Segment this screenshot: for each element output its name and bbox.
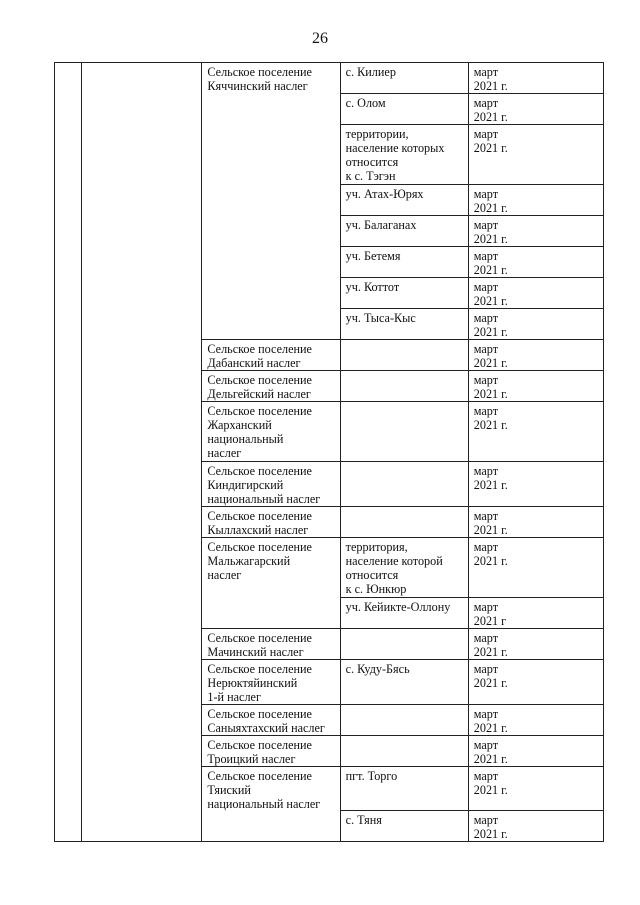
date-cell: [468, 660, 603, 705]
date-cell: [468, 811, 603, 842]
date-cell: [468, 371, 603, 402]
locality-cell: [340, 736, 468, 767]
date-year: 2021 г.: [473, 294, 508, 308]
table-row: [55, 63, 604, 94]
date-month: март: [473, 280, 499, 294]
date-month: март: [473, 707, 499, 721]
locality-cell: уч. Бетемя: [340, 247, 468, 278]
date-month: март: [473, 600, 499, 614]
date-month: март: [473, 464, 499, 478]
date-year: 2021 г.: [473, 232, 508, 246]
date-cell: [468, 598, 603, 629]
date-year: 2021 г.: [473, 79, 508, 93]
locality-cell: с. Тяня: [340, 811, 468, 842]
date-month: март: [473, 96, 499, 110]
locality-cell: с. Куду-Бясь: [340, 660, 468, 705]
date-year: 2021 г.: [473, 752, 508, 766]
locality-cell: [340, 340, 468, 371]
settlements-table: [54, 62, 604, 842]
date-year: 2021 г.: [473, 387, 508, 401]
locality-cell: [340, 629, 468, 660]
locality-cell: уч. Кейикте-Оллону: [340, 598, 468, 629]
locality-cell: [340, 462, 468, 507]
locality-cell: территория, население которой относится к с. Юнкюр: [340, 538, 468, 598]
settlement-cell: Сельское поселение Мальжагарский наслег: [202, 538, 340, 629]
date-cell: [468, 462, 603, 507]
locality-cell: [340, 507, 468, 538]
date-month: март: [473, 249, 499, 263]
locality-cell: [340, 371, 468, 402]
settlement-cell: Сельское поселение Нерюктяйинский 1-й наслег: [202, 660, 340, 705]
page-number: 26: [312, 30, 328, 47]
empty-column-2: [82, 63, 202, 842]
date-month: март: [473, 218, 499, 232]
settlement-cell: Сельское поселение Тяиский национальный наслег: [202, 767, 340, 842]
date-month: март: [473, 311, 499, 325]
locality-cell: пгт. Торго: [340, 767, 468, 811]
date-year: 2021 г.: [473, 418, 508, 432]
settlement-cell: Сельское поселение Дабанский наслег: [202, 340, 340, 371]
date-year: 2021 г.: [473, 783, 508, 797]
date-month: март: [473, 540, 499, 554]
date-month: март: [473, 769, 499, 783]
date-month: март: [473, 631, 499, 645]
date-cell: [468, 538, 603, 598]
date-year: 2021 г: [473, 614, 507, 628]
date-month: март: [473, 509, 499, 523]
empty-column-1: [55, 63, 82, 842]
date-month: март: [473, 813, 499, 827]
date-year: 2021 г.: [473, 523, 508, 537]
date-cell: [468, 736, 603, 767]
date-month: март: [473, 373, 499, 387]
settlement-cell: Сельское поселение Троицкий наслег: [202, 736, 340, 767]
date-year: 2021 г.: [473, 645, 508, 659]
settlement-cell: Сельское поселение Кяччинский наслег: [202, 63, 340, 340]
date-cell: [468, 247, 603, 278]
date-month: март: [473, 127, 499, 141]
date-year: 2021 г.: [473, 478, 508, 492]
date-year: 2021 г.: [473, 263, 508, 277]
date-cell: [468, 629, 603, 660]
settlement-cell: Сельское поселение Мачинский наслег: [202, 629, 340, 660]
settlement-cell: Сельское поселение Киндигирский национальный наслег: [202, 462, 340, 507]
date-year: 2021 г.: [473, 356, 508, 370]
locality-cell: уч. Балаганах: [340, 216, 468, 247]
settlement-cell: Сельское поселение Кыллахский наслег: [202, 507, 340, 538]
date-cell: [468, 185, 603, 216]
date-cell: [468, 340, 603, 371]
locality-cell: [340, 705, 468, 736]
settlement-cell: Сельское поселение Жарханский национальный наслег: [202, 402, 340, 462]
date-year: 2021 г.: [473, 676, 508, 690]
date-cell: [468, 216, 603, 247]
settlement-cell: Сельское поселение Дельгейский наслег: [202, 371, 340, 402]
date-cell: [468, 63, 603, 94]
date-year: 2021 г.: [473, 325, 508, 339]
date-year: 2021 г.: [473, 201, 508, 215]
settlement-cell: Сельское поселение Саныяхтахский наслег: [202, 705, 340, 736]
date-month: март: [473, 187, 499, 201]
date-cell: [468, 94, 603, 125]
locality-cell: территории, население которых относится к с. Тэгэн: [340, 125, 468, 185]
date-month: март: [473, 662, 499, 676]
locality-cell: с. Килиер: [340, 63, 468, 94]
date-cell: [468, 402, 603, 462]
date-year: 2021 г.: [473, 141, 508, 155]
date-cell: [468, 309, 603, 340]
date-month: март: [473, 65, 499, 79]
date-cell: [468, 278, 603, 309]
locality-cell: с. Олом: [340, 94, 468, 125]
date-year: 2021 г.: [473, 827, 508, 841]
date-year: 2021 г.: [473, 721, 508, 735]
date-cell: [468, 507, 603, 538]
locality-cell: [340, 402, 468, 462]
date-year: 2021 г.: [473, 110, 508, 124]
date-month: март: [473, 738, 499, 752]
date-cell: [468, 705, 603, 736]
date-year: 2021 г.: [473, 554, 508, 568]
date-cell: [468, 767, 603, 811]
locality-cell: уч. Тыса-Кыс: [340, 309, 468, 340]
date-month: март: [473, 404, 499, 418]
locality-cell: уч. Атах-Юрях: [340, 185, 468, 216]
locality-cell: уч. Коттот: [340, 278, 468, 309]
date-cell: [468, 125, 603, 185]
date-month: март: [473, 342, 499, 356]
